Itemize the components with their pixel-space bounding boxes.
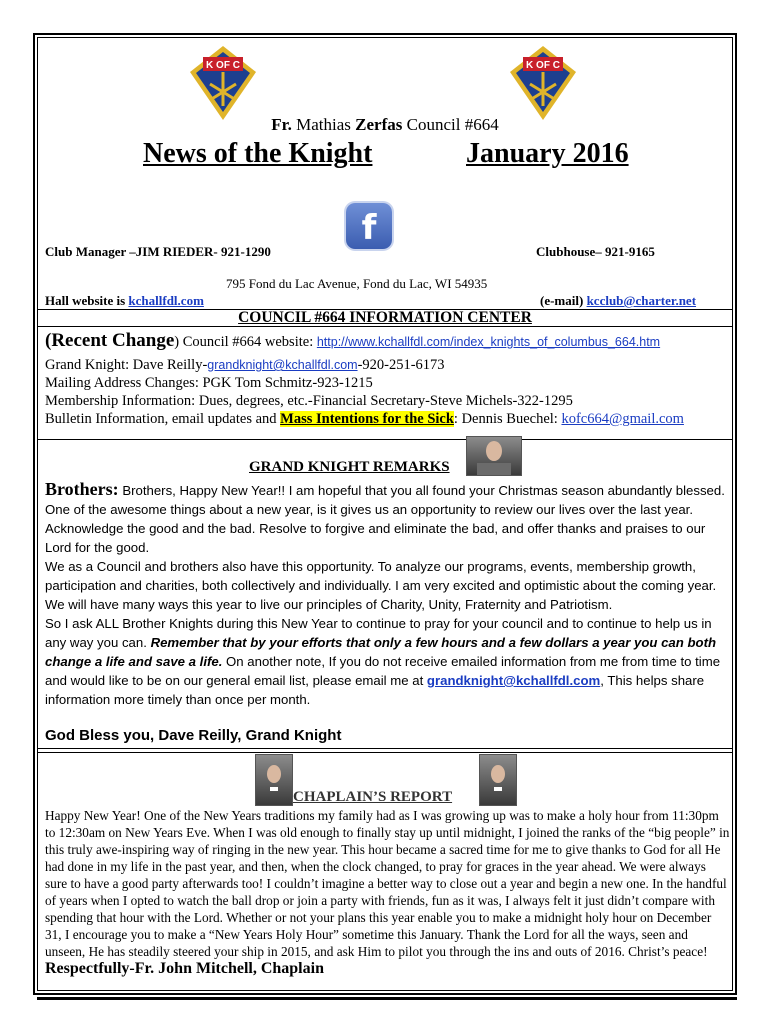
newsletter-title: News of the Knight <box>143 138 373 169</box>
clubhouse-phone: Clubhouse– 921-9165 <box>536 244 655 259</box>
gk-paragraph-2: We as a Council and brothers also have this opportunity. To analyze our programs, events, membership growth, participation and charities, both collectively and individually. I am very excited and optimistic about the coming year. We will have many ways this year to live our principles of Charity, Unity, Fraternity and Patriotism. <box>45 559 717 612</box>
hall-website-link[interactable]: kchallfdl.com <box>128 293 204 308</box>
chaplain-body <box>45 807 730 977</box>
chaplain-heading: CHAPLAIN’S REPORT <box>293 789 453 805</box>
gk-paragraph-1 <box>45 480 725 557</box>
council-name-first: Mathias <box>296 115 351 134</box>
grand-knight-line <box>45 357 445 374</box>
brothers-label: Brothers: <box>45 479 119 499</box>
council-number: Council #664 <box>406 115 499 134</box>
email-contact <box>540 293 696 309</box>
council-prefix: Fr. <box>271 115 292 134</box>
council-name-second: Zerfas <box>355 115 403 134</box>
info-center-heading <box>0 309 770 327</box>
grand-knight-email-link[interactable]: grandknight@kchallfdl.com <box>207 358 358 372</box>
section-divider-bottom <box>38 752 733 753</box>
gk-paragraph-3 <box>45 614 725 709</box>
svg-text:K OF C: K OF C <box>526 60 560 71</box>
grand-knight-heading: GRAND KNIGHT REMARKS <box>249 459 450 475</box>
svg-text:K OF C: K OF C <box>206 60 240 71</box>
bulletin-contact: : Dennis Buechel: <box>453 411 562 427</box>
email-label: (e-mail) <box>540 293 587 308</box>
kofc-emblem-right-icon <box>508 44 578 122</box>
grand-knight-photo <box>466 436 522 476</box>
bulletin-prefix: Bulletin Information, email updates and <box>45 411 281 427</box>
membership-line: Membership Information: Dues, degrees, etc.-Financial Secretary-Steve Michels-322-1295 <box>45 393 573 409</box>
gk-signoff: God Bless you, Dave Reilly, Grand Knight <box>45 727 342 744</box>
chaplain-signature: Respectfully-Fr. John Mitchell, Chaplain <box>45 960 324 977</box>
bulletin-email-link[interactable]: kofc664@gmail.com <box>561 411 684 427</box>
chaplain-photo-left <box>255 754 293 806</box>
gk-p3-emphasis: Remember that by your efforts that only a few hours and a few dollars a year you can both change a life and save a life. <box>45 635 717 669</box>
gk-p3-start: So I ask ALL Brother Knights during this New Year to continue to pray for your council and to continue to help us in any way you can. <box>45 616 712 650</box>
grand-knight-body <box>45 480 725 709</box>
mass-intentions-highlight: Mass Intentions for the Sick <box>280 411 454 427</box>
newsletter-date: January 2016 <box>466 138 629 169</box>
recent-change-label: (Recent Change <box>45 330 175 351</box>
chaplain-body-text: Happy New Year! One of the New Years traditions my family had as I was growing up was to make a holy hour from 11:30pm to 12:30am on New Years Eve. When I was old enough to finally stay up until midnight, I joined the ranks of the “big people” in this truly awe-inspiring way of ringing in the new year. This hour became a sacred time for me to give thanks to God for all He had done in my life in the past year, and then, when the clock changed, to pray for graces in the year ahead. We were always sure to have a good party afterwards too! I couldn’t imagine a better way to close out a year and begin a new one. In the handful of years when I opted to watch the ball drop or join a party with friends, fun as it was, I always felt it just didn’t compare with spending that hour with the Lord. Whether or not your plans this year enable you to make a midnight holy hour on December 31, I encourage you to make a “New Years Holy Hour” sometime this January. Thank the Lord for all the ways, seen and unseen, He has steadily steered your ship in 2015, and ask Him to pilot you through the ins and outs of 2016. Christ’s peace! <box>45 808 730 959</box>
chaplain-photo-right <box>479 754 517 806</box>
hall-website-label: Hall website is <box>45 293 129 308</box>
gk-paragraph-1-text: Brothers, Happy New Year!! I am hopeful that you all found your Christmas season abundantly blessed. One of the awesome things about a new year, is it gives us an opportunity to review our lives over the last year. Acknowledge the good and the bad. Resolve to forgive and eliminate the bad, and offer thanks and praises to our Lord for the good. <box>45 483 725 555</box>
hall-website <box>45 293 204 309</box>
gk-email-link[interactable]: grandknight@kchallfdl.com <box>426 673 601 688</box>
website-label: ) Council #664 website: <box>174 334 317 350</box>
gk-p3-tail: , This helps share information more timely than once per month. <box>45 673 705 707</box>
council-website-link[interactable]: http://www.kchallfdl.com/index_knights_of_columbus_664.htm <box>316 335 661 349</box>
kofc-emblem-left-icon <box>188 44 258 122</box>
info-center-heading-text: COUNCIL #664 INFORMATION CENTER <box>238 309 532 326</box>
club-manager: Club Manager –JIM RIEDER- 921-1290 <box>45 244 271 259</box>
mailing-line: Mailing Address Changes: PGK Tom Schmitz-923-1215 <box>45 375 373 391</box>
address: 795 Fond du Lac Avenue, Fond du Lac, WI 54935 <box>226 276 488 291</box>
email-link[interactable]: kcclub@charter.net <box>586 293 697 308</box>
council-name <box>0 115 770 135</box>
grand-knight-label: Grand Knight: Dave Reilly- <box>45 357 208 373</box>
website-line <box>45 330 660 352</box>
page-bottom-rule <box>37 997 737 1000</box>
section-divider-top <box>38 748 733 749</box>
grand-knight-phone: -920-251-6173 <box>357 357 445 373</box>
bulletin-line <box>45 411 684 428</box>
gk-p3-end: On another note, If you do not receive emailed information from me from time to time and would like to be on our general email list, please email me at <box>45 654 721 688</box>
facebook-icon[interactable] <box>346 203 392 249</box>
facebook-glyph: f <box>361 208 377 248</box>
